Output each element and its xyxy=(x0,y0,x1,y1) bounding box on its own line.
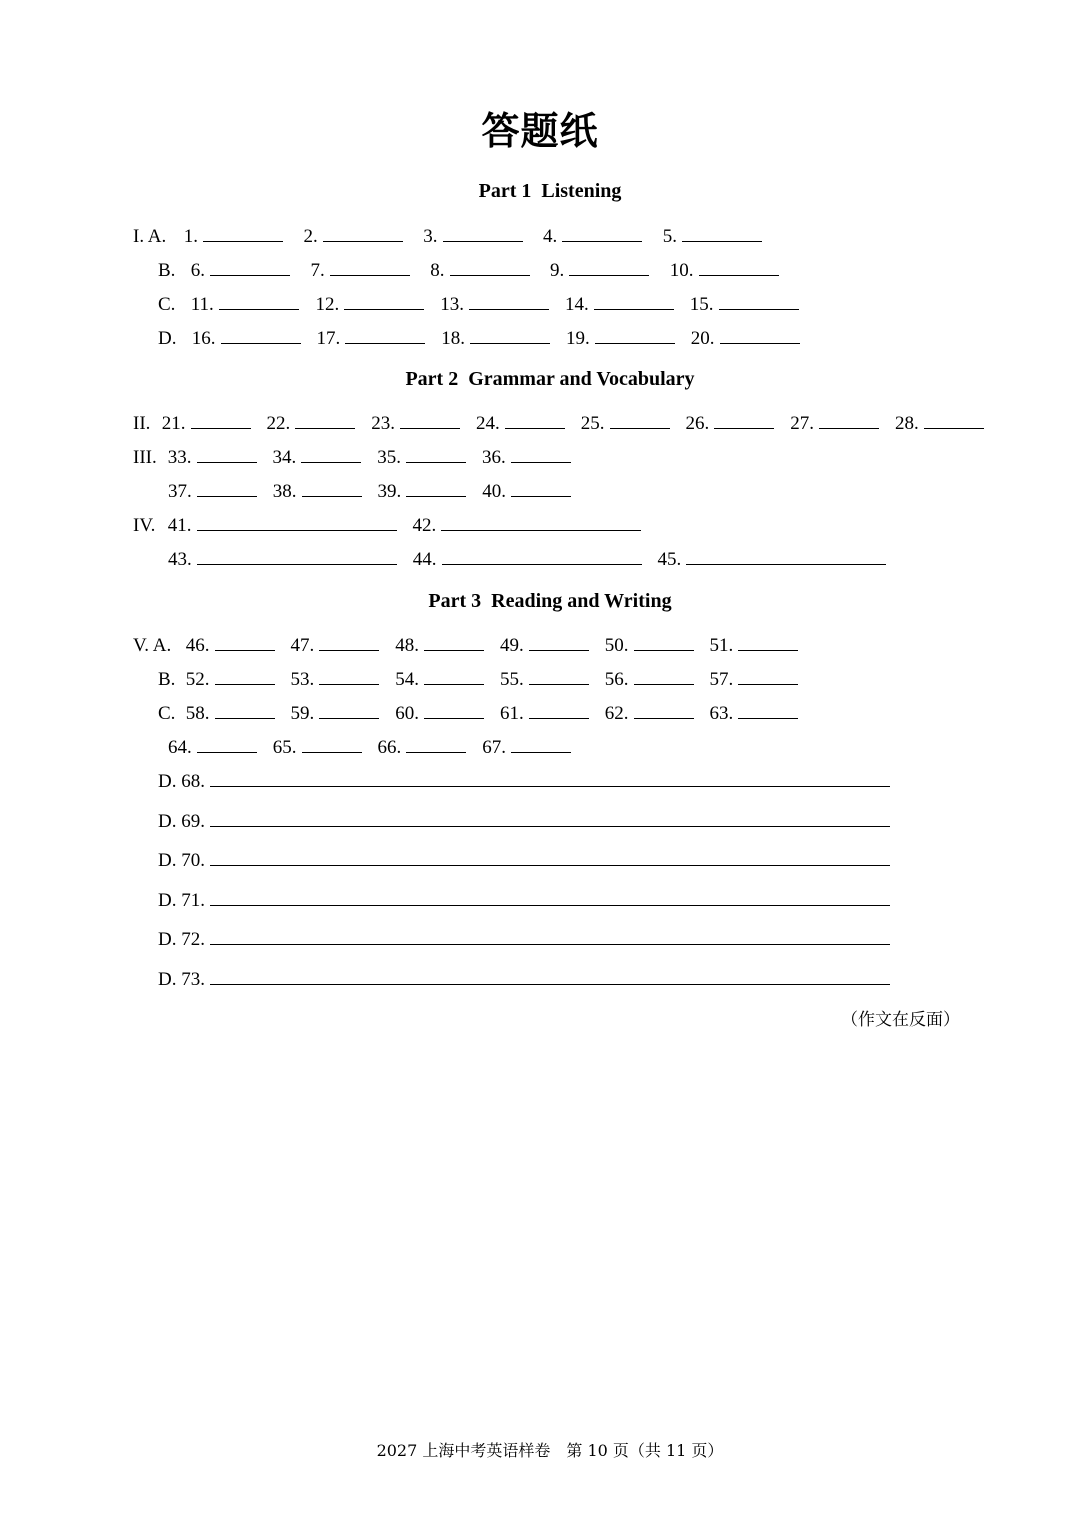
question-number: 62. xyxy=(604,703,629,724)
question-number: 66. xyxy=(377,737,402,758)
row-lead: C. xyxy=(158,703,176,724)
answer-blank[interactable] xyxy=(511,477,571,497)
answer-line[interactable] xyxy=(210,925,890,945)
answer-blank[interactable] xyxy=(610,409,670,429)
answer-blank[interactable] xyxy=(215,665,275,685)
question-number: 59. xyxy=(290,703,315,724)
question-number: 49. xyxy=(500,635,524,656)
question-number: 27. xyxy=(790,413,814,434)
answer-line[interactable] xyxy=(210,846,890,866)
question-number: 36. xyxy=(482,447,506,468)
answer-blank[interactable] xyxy=(441,511,641,531)
question-number: 15. xyxy=(689,294,714,315)
answer-blank[interactable] xyxy=(221,324,301,344)
answer-blank[interactable] xyxy=(529,699,589,719)
question-number: 35. xyxy=(377,447,401,468)
answer-blank[interactable] xyxy=(738,665,798,685)
part3-heading: Part 3 Reading and Writing xyxy=(428,590,672,612)
question-number: D. 69. xyxy=(158,811,205,832)
answer-blank[interactable] xyxy=(330,256,410,276)
answer-blank[interactable] xyxy=(319,699,379,719)
answer-blank[interactable] xyxy=(738,699,798,719)
row-lead: IV. xyxy=(133,515,156,536)
question-number: 20. xyxy=(690,328,715,349)
answer-blank[interactable] xyxy=(682,222,762,242)
grammar-section-iii-row1 xyxy=(133,443,571,469)
answer-blank[interactable] xyxy=(302,477,362,497)
question-number: 44. xyxy=(412,549,437,570)
answer-blank[interactable] xyxy=(529,665,589,685)
answer-blank[interactable] xyxy=(719,290,799,310)
row-lead: D. xyxy=(158,328,177,349)
writing-line-69 xyxy=(158,807,890,833)
answer-blank[interactable] xyxy=(442,545,642,565)
question-number: D. 71. xyxy=(158,890,205,911)
row-lead: I. A. xyxy=(133,226,167,247)
answer-blank[interactable] xyxy=(406,443,466,463)
question-number: 57. xyxy=(709,669,734,690)
page-footer: 2027 上海中考英语样卷 第 10 页（共 11 页） xyxy=(376,1441,724,1460)
reading-row-c xyxy=(158,699,798,725)
answer-line[interactable] xyxy=(210,886,890,906)
answer-blank[interactable] xyxy=(595,324,675,344)
question-number: 40. xyxy=(482,481,506,502)
question-number: D. 68. xyxy=(158,771,205,792)
question-number: 52. xyxy=(185,669,210,690)
question-number: 63. xyxy=(709,703,734,724)
question-number: 48. xyxy=(395,635,419,656)
question-number: 55. xyxy=(500,669,524,690)
question-number: 53. xyxy=(290,669,315,690)
grammar-section-ii xyxy=(133,409,984,435)
reading-row-b xyxy=(158,665,798,691)
answer-blank[interactable] xyxy=(345,324,425,344)
question-number: 16. xyxy=(191,328,216,349)
question-number: 37. xyxy=(168,481,192,502)
answer-blank[interactable] xyxy=(215,699,275,719)
answer-blank[interactable] xyxy=(295,409,355,429)
answer-blank[interactable] xyxy=(924,409,984,429)
answer-blank[interactable] xyxy=(301,443,361,463)
answer-blank[interactable] xyxy=(406,733,466,753)
listening-row-c xyxy=(158,290,799,316)
question-number: 8. xyxy=(430,260,445,281)
row-lead: B. xyxy=(158,669,176,690)
question-number: 51. xyxy=(709,635,734,656)
answer-blank[interactable] xyxy=(569,256,649,276)
question-number: 13. xyxy=(440,294,464,315)
question-number: 50. xyxy=(604,635,629,656)
question-number: 24. xyxy=(476,413,500,434)
question-number: D. 73. xyxy=(158,969,205,990)
answer-blank[interactable] xyxy=(511,733,571,753)
answer-blank[interactable] xyxy=(302,733,362,753)
listening-row-d xyxy=(158,324,800,350)
answer-blank[interactable] xyxy=(594,290,674,310)
answer-blank[interactable] xyxy=(197,733,257,753)
listening-row-b xyxy=(158,256,779,282)
part1-heading: Part 1 Listening xyxy=(478,180,622,202)
answer-blank[interactable] xyxy=(215,631,275,651)
answer-blank[interactable] xyxy=(738,631,798,651)
answer-blank[interactable] xyxy=(686,545,886,565)
question-number: 9. xyxy=(550,260,565,281)
question-number: 19. xyxy=(566,328,590,349)
question-number: 4. xyxy=(543,226,558,247)
page-title: 答题纸 xyxy=(481,109,599,153)
answer-blank[interactable] xyxy=(714,409,774,429)
answer-blank[interactable] xyxy=(634,665,694,685)
question-number: 14. xyxy=(565,294,589,315)
grammar-section-iv-row1 xyxy=(133,511,641,537)
grammar-section-iv-row2 xyxy=(168,545,886,571)
answer-blank[interactable] xyxy=(720,324,800,344)
answer-blank[interactable] xyxy=(400,409,460,429)
question-number: 65. xyxy=(272,737,297,758)
question-number: 21. xyxy=(161,413,186,434)
listening-row-a xyxy=(133,222,762,248)
reading-row-a xyxy=(133,631,798,657)
question-number: D. 72. xyxy=(158,929,205,950)
answer-blank[interactable] xyxy=(424,665,484,685)
question-number: 39. xyxy=(377,481,402,502)
row-lead: B. xyxy=(158,260,176,281)
question-number: 34. xyxy=(272,447,297,468)
question-number: 58. xyxy=(185,703,210,724)
question-number: 7. xyxy=(310,260,325,281)
question-number: 67. xyxy=(482,737,506,758)
answer-line[interactable] xyxy=(210,807,890,827)
answer-blank[interactable] xyxy=(319,631,379,651)
question-number: 26. xyxy=(685,413,710,434)
question-number: 12. xyxy=(315,294,340,315)
question-number: 23. xyxy=(371,413,395,434)
writing-line-72 xyxy=(158,925,890,951)
row-lead: III. xyxy=(133,447,157,468)
question-number: 18. xyxy=(441,328,465,349)
answer-blank[interactable] xyxy=(191,409,251,429)
writing-line-71 xyxy=(158,886,890,912)
answer-blank[interactable] xyxy=(323,222,403,242)
question-number: 54. xyxy=(395,669,419,690)
answer-blank[interactable] xyxy=(699,256,779,276)
question-number: 5. xyxy=(662,226,677,247)
question-number: 1. xyxy=(183,226,198,247)
question-number: 28. xyxy=(895,413,919,434)
question-number: 3. xyxy=(423,226,438,247)
question-number: 46. xyxy=(185,635,210,656)
answer-blank[interactable] xyxy=(819,409,879,429)
question-number: 33. xyxy=(167,447,192,468)
question-number: 25. xyxy=(580,413,605,434)
essay-on-back-note: （作文在反面） xyxy=(841,1010,960,1030)
question-number: 61. xyxy=(500,703,524,724)
grammar-section-iii-row2 xyxy=(168,477,571,503)
row-lead: V. A. xyxy=(133,635,172,656)
writing-line-70 xyxy=(158,846,890,872)
answer-blank[interactable] xyxy=(203,222,283,242)
answer-blank[interactable] xyxy=(562,222,642,242)
reading-row-c2 xyxy=(168,733,571,759)
answer-blank[interactable] xyxy=(634,699,694,719)
answer-blank[interactable] xyxy=(511,443,571,463)
answer-blank[interactable] xyxy=(197,477,257,497)
question-number: 11. xyxy=(190,294,214,315)
writing-line-73 xyxy=(158,965,890,991)
question-number: 64. xyxy=(168,737,192,758)
answer-line[interactable] xyxy=(210,767,890,787)
question-number: D. 70. xyxy=(158,850,205,871)
answer-blank[interactable] xyxy=(406,477,466,497)
answer-blank[interactable] xyxy=(197,511,397,531)
question-number: 41. xyxy=(167,515,192,536)
answer-blank[interactable] xyxy=(634,631,694,651)
answer-blank[interactable] xyxy=(424,631,484,651)
row-lead: II. xyxy=(133,413,151,434)
answer-blank[interactable] xyxy=(197,443,257,463)
question-number: 38. xyxy=(272,481,297,502)
answer-blank[interactable] xyxy=(469,290,549,310)
question-number: 42. xyxy=(412,515,437,536)
question-number: 2. xyxy=(303,226,318,247)
question-number: 22. xyxy=(266,413,291,434)
question-number: 6. xyxy=(190,260,205,281)
answer-blank[interactable] xyxy=(210,256,290,276)
writing-line-68 xyxy=(158,767,890,793)
answer-blank[interactable] xyxy=(424,699,484,719)
answer-line[interactable] xyxy=(210,965,890,985)
answer-blank[interactable] xyxy=(219,290,299,310)
answer-blank[interactable] xyxy=(319,665,379,685)
part2-heading: Part 2 Grammar and Vocabulary xyxy=(405,368,695,390)
question-number: 56. xyxy=(604,669,629,690)
answer-blank[interactable] xyxy=(529,631,589,651)
question-number: 45. xyxy=(657,549,682,570)
question-number: 17. xyxy=(316,328,341,349)
answer-blank[interactable] xyxy=(505,409,565,429)
row-lead: C. xyxy=(158,294,176,315)
answer-blank[interactable] xyxy=(470,324,550,344)
answer-blank[interactable] xyxy=(443,222,523,242)
question-number: 43. xyxy=(168,549,192,570)
answer-blank[interactable] xyxy=(197,545,397,565)
answer-blank[interactable] xyxy=(450,256,530,276)
question-number: 47. xyxy=(290,635,315,656)
question-number: 60. xyxy=(395,703,419,724)
answer-blank[interactable] xyxy=(344,290,424,310)
question-number: 10. xyxy=(669,260,694,281)
